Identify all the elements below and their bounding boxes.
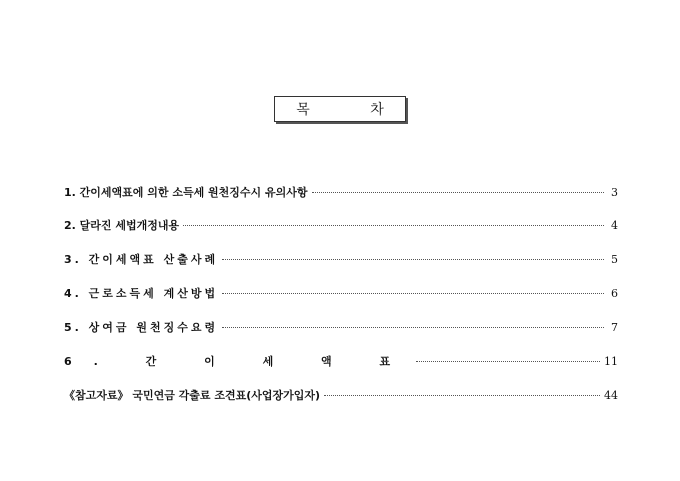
toc-entry[interactable] xyxy=(64,186,618,219)
toc-entry-page: 3 xyxy=(611,186,618,199)
toc-entry-page: 44 xyxy=(604,389,618,402)
toc-entry-page: 6 xyxy=(611,287,618,300)
toc-entry-page: 5 xyxy=(611,253,618,266)
toc-entry[interactable] xyxy=(64,253,618,287)
table-of-contents xyxy=(64,186,618,423)
toc-entry[interactable] xyxy=(64,389,618,423)
dot-leader xyxy=(222,327,604,328)
toc-title: 목 차 xyxy=(296,102,412,118)
toc-entry-label: 5. 상여금 원천징수요령 xyxy=(64,321,219,334)
dot-leader xyxy=(324,395,600,396)
dot-leader xyxy=(222,293,604,294)
toc-title-box xyxy=(274,96,412,122)
toc-entry-label: 6. 간 이 세 액 표 xyxy=(64,355,413,368)
dot-leader xyxy=(183,225,604,226)
toc-entry-page: 4 xyxy=(611,219,618,232)
toc-entry-label: 1. 간이세액표에 의한 소득세 원천징수시 유의사항 xyxy=(64,186,308,199)
toc-entry[interactable] xyxy=(64,287,618,321)
toc-entry[interactable] xyxy=(64,355,618,389)
dot-leader xyxy=(416,361,600,362)
toc-entry-label: 《참고자료》 국민연금 각출료 조견표(사업장가입자) xyxy=(64,389,321,402)
dot-leader xyxy=(222,259,604,260)
toc-entry[interactable] xyxy=(64,321,618,355)
toc-entry-label: 2. 달라진 세법개정내용 xyxy=(64,219,180,232)
toc-entry[interactable] xyxy=(64,219,618,253)
toc-entry-label: 4. 근로소득세 계산방법 xyxy=(64,287,219,300)
toc-entry-page: 7 xyxy=(611,321,618,334)
toc-entry-page: 11 xyxy=(604,355,618,368)
toc-entry-label: 3. 간이세액표 산출사례 xyxy=(64,253,219,266)
dot-leader xyxy=(312,192,605,193)
